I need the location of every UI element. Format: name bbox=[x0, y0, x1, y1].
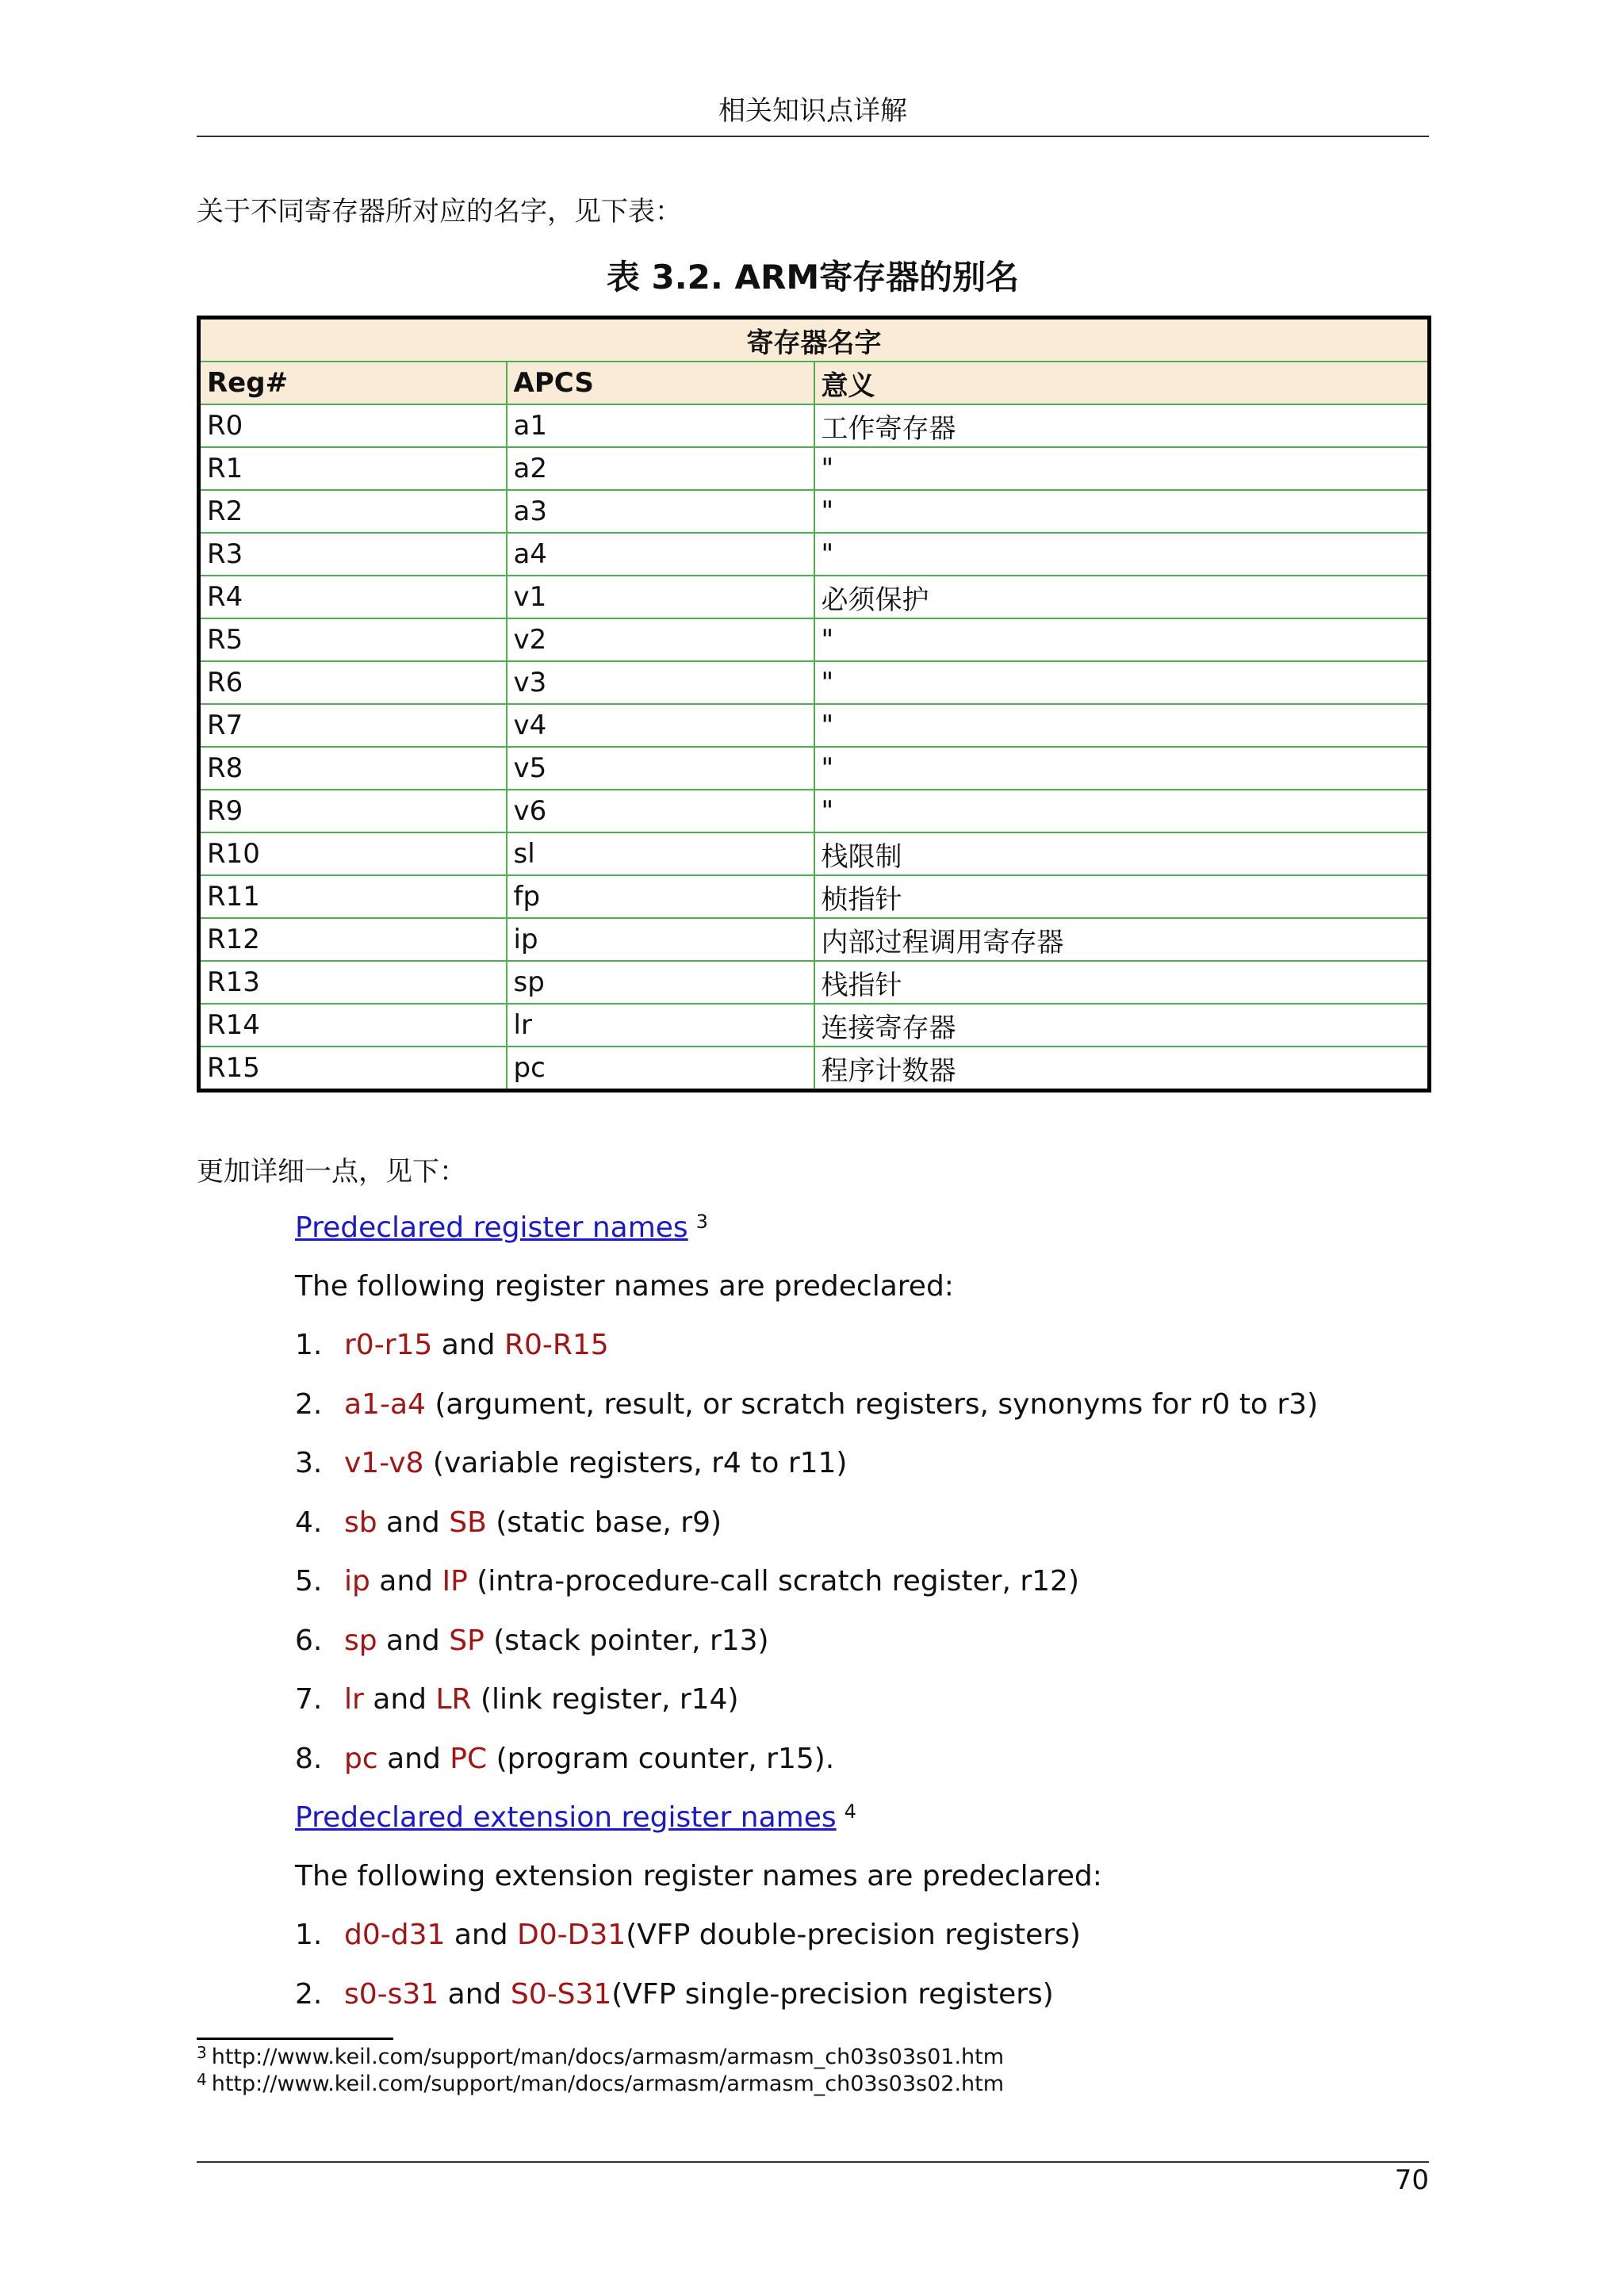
list-item bbox=[295, 1563, 1318, 1623]
list-item-number: 2. bbox=[295, 1387, 323, 1421]
table-caption: 表 3.2. ARM寄存器的别名 bbox=[606, 258, 1020, 297]
table-cell-meaning: " bbox=[814, 704, 1430, 747]
table-row bbox=[199, 961, 1430, 1004]
register-name: s0-s31 bbox=[344, 1977, 439, 2011]
list-item-join: and bbox=[377, 1506, 450, 1539]
table-row bbox=[199, 704, 1430, 747]
table-cell-reg: R10 bbox=[199, 832, 507, 875]
table-cell-apcs: a2 bbox=[507, 447, 814, 490]
table-cell-reg: R7 bbox=[199, 704, 507, 747]
table-row bbox=[199, 790, 1430, 832]
list-item-join: and bbox=[377, 1624, 450, 1657]
table-cell-meaning: " bbox=[814, 447, 1430, 490]
table-cell-reg: R12 bbox=[199, 918, 507, 961]
list-item-description: (variable registers, r4 to r11) bbox=[423, 1447, 848, 1479]
column-header-apcs: APCS bbox=[507, 362, 814, 404]
register-name-upper: PC bbox=[450, 1742, 488, 1775]
list-item-number: 1. bbox=[295, 1919, 323, 1951]
footnote-3: $^3$ http://www.keil.com/support/man/docs/armasm/armasm_ch03s03s01.htm bbox=[197, 2043, 1005, 2069]
table-cell-reg: R14 bbox=[199, 1004, 507, 1047]
table-row bbox=[199, 1004, 1430, 1047]
table-cell-meaning: 必须保护 bbox=[814, 576, 1430, 618]
list-item-number: 4. bbox=[295, 1506, 323, 1539]
table-row bbox=[199, 1047, 1430, 1091]
table-cell-apcs: sp bbox=[507, 961, 814, 1004]
register-name-upper: SB bbox=[449, 1506, 487, 1539]
list-item-number: 8. bbox=[295, 1742, 323, 1775]
table-cell-apcs: a4 bbox=[507, 533, 814, 576]
table-cell-apcs: a1 bbox=[507, 404, 814, 447]
footnote-rule bbox=[197, 2038, 393, 2040]
after-table-text: 更加详细一点，见下： bbox=[197, 1156, 466, 1188]
register-name-upper: LR bbox=[435, 1683, 472, 1716]
table-cell-meaning: 内部过程调用寄存器 bbox=[814, 918, 1430, 961]
table-cell-apcs: ip bbox=[507, 918, 814, 961]
table-row bbox=[199, 747, 1430, 790]
register-name: a1-a4 bbox=[344, 1387, 426, 1421]
list-item-join: and bbox=[445, 1919, 518, 1951]
table-cell-reg: R4 bbox=[199, 576, 507, 618]
table-cell-apcs: v5 bbox=[507, 747, 814, 790]
predeclared-register-names-link[interactable]: Predeclared register names bbox=[295, 1211, 688, 1244]
table-row bbox=[199, 490, 1430, 533]
list-item-join: and bbox=[377, 1742, 450, 1775]
table-row bbox=[199, 618, 1430, 661]
register-name: lr bbox=[344, 1683, 364, 1716]
list-item-description: (program counter, r15). bbox=[487, 1742, 835, 1775]
table-group-header: 寄存器名字 bbox=[199, 318, 1430, 362]
table-cell-reg: R2 bbox=[199, 490, 507, 533]
table-cell-reg: R11 bbox=[199, 875, 507, 918]
footnote-4: $^4$ http://www.keil.com/support/man/docs/armasm/armasm_ch03s03s02.htm bbox=[197, 2070, 1005, 2096]
table-cell-reg: R13 bbox=[199, 961, 507, 1004]
table-cell-reg: R6 bbox=[199, 661, 507, 704]
table-cell-apcs: lr bbox=[507, 1004, 814, 1047]
list-item bbox=[295, 1917, 1081, 1976]
list-item-join: and bbox=[370, 1565, 442, 1598]
table-cell-apcs: v2 bbox=[507, 618, 814, 661]
table-row bbox=[199, 875, 1430, 918]
section2-heading bbox=[295, 1800, 1421, 1836]
register-name-upper: IP bbox=[442, 1565, 468, 1598]
table-cell-meaning: " bbox=[814, 747, 1430, 790]
intro-text: 关于不同寄存器所对应的名字，见下表： bbox=[197, 196, 682, 228]
list-item bbox=[295, 1327, 1318, 1387]
list-item-join: and bbox=[363, 1683, 436, 1716]
table-cell-meaning: " bbox=[814, 661, 1430, 704]
table-cell-apcs: v1 bbox=[507, 576, 814, 618]
register-name: v1-v8 bbox=[344, 1447, 424, 1479]
predeclared-extension-register-names-link[interactable]: Predeclared extension register names bbox=[295, 1801, 837, 1834]
table-cell-reg: R15 bbox=[199, 1047, 507, 1091]
list-item bbox=[295, 1976, 1081, 2036]
table-cell-meaning: 程序计数器 bbox=[814, 1047, 1430, 1091]
table-cell-meaning: 栈指针 bbox=[814, 961, 1430, 1004]
table-row bbox=[199, 533, 1430, 576]
page-number: 70 bbox=[1394, 2164, 1429, 2196]
list-item-description: (argument, result, or scratch registers, synonyms for r0 to r3) bbox=[425, 1387, 1319, 1421]
running-header: 相关知识点详解 bbox=[718, 95, 907, 127]
register-name: d0-d31 bbox=[344, 1919, 446, 1951]
list-item-description: (link register, r14) bbox=[471, 1683, 739, 1716]
list-item bbox=[295, 1623, 1318, 1682]
table-cell-apcs: v4 bbox=[507, 704, 814, 747]
table-cell-meaning: " bbox=[814, 790, 1430, 832]
section1-intro: The following register names are predeclared: bbox=[295, 1270, 954, 1303]
list-item-number: 2. bbox=[295, 1977, 323, 2011]
table-cell-apcs: fp bbox=[507, 875, 814, 918]
column-header-meaning: 意义 bbox=[814, 362, 1430, 404]
table-row bbox=[199, 404, 1430, 447]
list-item bbox=[295, 1741, 1318, 1800]
table-row bbox=[199, 832, 1430, 875]
table-cell-apcs: sl bbox=[507, 832, 814, 875]
table-cell-reg: R8 bbox=[199, 747, 507, 790]
list-item-join: and bbox=[432, 1329, 504, 1361]
list-item bbox=[295, 1387, 1318, 1446]
table-cell-reg: R3 bbox=[199, 533, 507, 576]
list-item-number: 3. bbox=[295, 1447, 323, 1479]
register-name-upper: S0-S31 bbox=[510, 1977, 612, 2011]
footnote-ref-4[interactable]: 4 bbox=[844, 1800, 856, 1823]
list-item-number: 1. bbox=[295, 1329, 323, 1361]
extension-register-names-list bbox=[295, 1917, 1081, 2035]
register-name-upper: R0-R15 bbox=[504, 1329, 609, 1361]
table-row bbox=[199, 918, 1430, 961]
list-item bbox=[295, 1445, 1318, 1505]
table-cell-reg: R1 bbox=[199, 447, 507, 490]
footer-rule bbox=[197, 2161, 1429, 2163]
list-item-number: 7. bbox=[295, 1683, 323, 1716]
table-cell-meaning: " bbox=[814, 618, 1430, 661]
header-rule bbox=[197, 136, 1429, 137]
table-cell-apcs: v3 bbox=[507, 661, 814, 704]
page bbox=[197, 0, 1429, 2296]
list-item-description: (intra-procedure-call scratch register, r12) bbox=[467, 1565, 1079, 1598]
footnote-ref-3[interactable]: 3 bbox=[695, 1211, 708, 1233]
table-cell-meaning: 连接寄存器 bbox=[814, 1004, 1430, 1047]
column-header-reg: Reg# bbox=[199, 362, 507, 404]
register-name: r0-r15 bbox=[344, 1329, 433, 1361]
footnote-url: http://www.keil.com/support/man/docs/armasm/armasm_ch03s03s01.htm bbox=[211, 2045, 1005, 2069]
register-names-list bbox=[295, 1327, 1318, 1800]
table-row bbox=[199, 576, 1430, 618]
list-item-number: 6. bbox=[295, 1624, 323, 1657]
section2-intro: The following extension register names are predeclared: bbox=[295, 1860, 1102, 1892]
list-item bbox=[295, 1682, 1318, 1741]
table-cell-meaning: " bbox=[814, 533, 1430, 576]
table-cell-apcs: a3 bbox=[507, 490, 814, 533]
footnotes bbox=[197, 2044, 1004, 2098]
table-cell-meaning: 桢指针 bbox=[814, 875, 1430, 918]
list-item-description: (stack pointer, r13) bbox=[484, 1624, 769, 1657]
table-cell-reg: R0 bbox=[199, 404, 507, 447]
footnote-url: http://www.keil.com/support/man/docs/armasm/armasm_ch03s03s02.htm bbox=[211, 2072, 1005, 2096]
register-name: sb bbox=[344, 1506, 377, 1539]
register-name-upper: D0-D31 bbox=[517, 1919, 626, 1951]
table-cell-reg: R9 bbox=[199, 790, 507, 832]
list-item-join: and bbox=[439, 1977, 511, 2011]
register-name-upper: SP bbox=[449, 1624, 485, 1657]
list-item-description: (VFP double-precision registers) bbox=[626, 1919, 1081, 1951]
section1-heading bbox=[295, 1210, 1421, 1246]
list-item-description: (static base, r9) bbox=[486, 1506, 722, 1539]
list-item-number: 5. bbox=[295, 1565, 323, 1598]
list-item bbox=[295, 1505, 1318, 1564]
register-name: ip bbox=[344, 1565, 370, 1598]
table-cell-meaning: " bbox=[814, 490, 1430, 533]
register-alias-table bbox=[197, 316, 1431, 1093]
register-name: pc bbox=[344, 1742, 378, 1775]
table-row bbox=[199, 447, 1430, 490]
register-name: sp bbox=[344, 1624, 377, 1657]
table-cell-meaning: 工作寄存器 bbox=[814, 404, 1430, 447]
table-cell-apcs: v6 bbox=[507, 790, 814, 832]
list-item-description: (VFP single-precision registers) bbox=[611, 1977, 1054, 2011]
table-cell-apcs: pc bbox=[507, 1047, 814, 1091]
table-cell-reg: R5 bbox=[199, 618, 507, 661]
table-row bbox=[199, 661, 1430, 704]
table-cell-meaning: 栈限制 bbox=[814, 832, 1430, 875]
